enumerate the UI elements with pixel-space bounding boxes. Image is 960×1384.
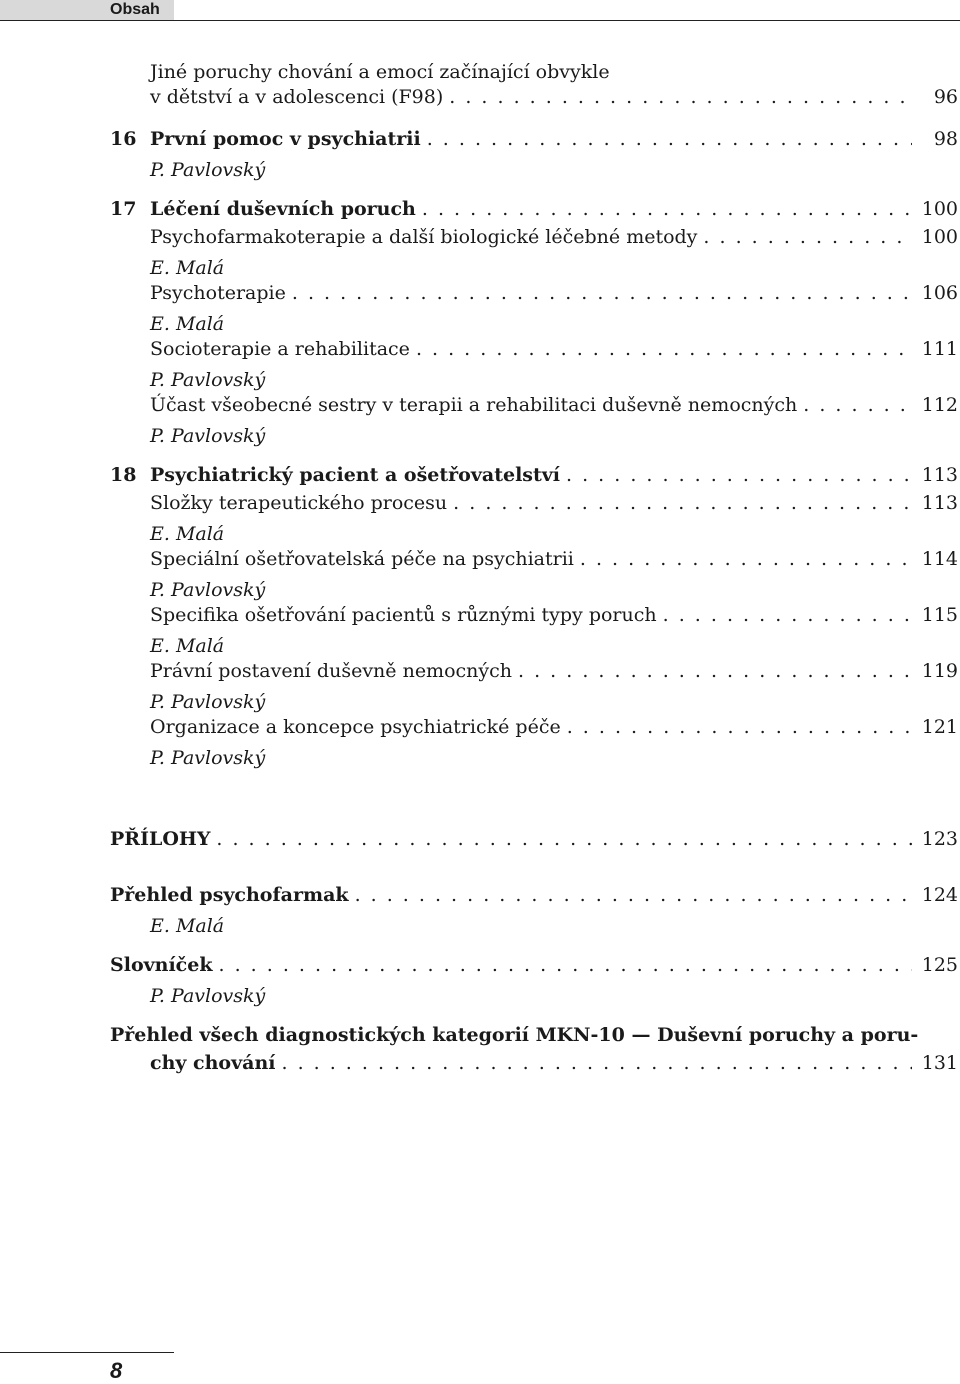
toc-entry[interactable]: [110, 86, 958, 114]
toc-entry[interactable]: [110, 492, 958, 520]
appendix-entry-line1[interactable]: [110, 1024, 958, 1052]
appendix-entry[interactable]: [110, 828, 958, 856]
chapter-number: 16: [110, 128, 137, 150]
page-footer-number: 8: [110, 1358, 123, 1383]
author: P. Pavlovský: [150, 425, 266, 447]
page-number: 119: [921, 660, 958, 682]
footer-rule: [0, 1352, 174, 1353]
toc-entry-title: Složky terapeutického procesu: [150, 492, 448, 514]
page-number: 111: [921, 338, 958, 360]
toc-entry-title: Speciální ošetřovatelská péče na psychiatrii: [150, 548, 574, 570]
toc-entry[interactable]: [110, 716, 958, 744]
chapter-title: Psychiatrický pacient a ošetřovatelství: [150, 464, 561, 486]
page-number: 124: [921, 884, 958, 906]
dot-leader: [453, 492, 912, 514]
chapter-number: 18: [110, 464, 137, 486]
toc-entry-title: Socioterapie a rehabilitace: [150, 338, 410, 360]
appendix-title: PŘÍLOHY: [110, 828, 211, 850]
page-number: 100: [921, 198, 958, 220]
dot-leader: [292, 282, 912, 304]
toc-entry[interactable]: [110, 338, 958, 366]
page-number: 125: [921, 954, 958, 976]
author: P. Pavlovský: [150, 579, 266, 601]
dot-leader: [427, 128, 912, 150]
toc-entry[interactable]: [110, 226, 958, 254]
dot-leader: [566, 464, 912, 486]
appendix-title: Přehled všech diagnostických kategorií MKN-10 — Duševní poruchy a poru-: [110, 1024, 919, 1046]
dot-leader: [216, 828, 912, 850]
toc-entry-title: Účast všeobecné sestry v terapii a rehabilitaci duševně nemocných: [150, 394, 798, 416]
toc-entry[interactable]: [110, 394, 958, 422]
page-number: 113: [921, 464, 958, 486]
author: E. Malá: [150, 313, 225, 335]
chapter-entry[interactable]: [110, 198, 958, 226]
page-number: 106: [921, 282, 958, 304]
dot-leader: [518, 660, 912, 682]
appendix-entry[interactable]: [110, 1052, 958, 1080]
toc-entry[interactable]: [110, 604, 958, 632]
author: P. Pavlovský: [150, 691, 266, 713]
toc-entry-title[interactable]: Jiné poruchy chování a emocí začínající obvykle: [150, 61, 610, 83]
dot-leader: [567, 716, 912, 738]
appendix-entry[interactable]: [110, 954, 958, 982]
page-number: 123: [921, 828, 958, 850]
toc-entry-title: Psychoterapie: [150, 282, 286, 304]
author: E. Malá: [150, 635, 225, 657]
dot-leader: [580, 548, 912, 570]
author: E. Malá: [150, 523, 225, 545]
author: P. Pavlovský: [150, 369, 266, 391]
author: E. Malá: [150, 915, 225, 937]
toc-entry-title: Organizace a koncepce psychiatrické péče: [150, 716, 561, 738]
page-number: 98: [933, 128, 958, 150]
chapter-title: První pomoc v psychiatrii: [150, 128, 421, 150]
appendix-title: chy chování: [150, 1052, 276, 1074]
toc-entry-title: Právní postavení duševně nemocných: [150, 660, 513, 682]
dot-leader: [449, 86, 912, 108]
page-number: 121: [921, 716, 958, 738]
page-number: 114: [921, 548, 958, 570]
chapter-entry[interactable]: [110, 128, 958, 156]
page-number: 100: [921, 226, 958, 248]
dot-leader: [416, 338, 912, 360]
header-rule: [0, 20, 960, 21]
author: P. Pavlovský: [150, 159, 266, 181]
dot-leader: [703, 226, 912, 248]
toc-entry-title: Psychofarmakoterapie a další biologické léčebné metody: [150, 226, 698, 248]
chapter-entry[interactable]: [110, 464, 958, 492]
toc-entry-title: v dětství a v adolescenci (F98): [150, 86, 444, 108]
toc-entry[interactable]: [110, 548, 958, 576]
author: P. Pavlovský: [150, 747, 266, 769]
chapter-title: Léčení duševních poruch: [150, 198, 416, 220]
toc-entry[interactable]: [110, 660, 958, 688]
table-of-contents: [110, 58, 958, 1080]
section-label: Obsah: [0, 0, 174, 20]
author: E. Malá: [150, 257, 225, 279]
appendix-title: Přehled psychofarmak: [110, 884, 349, 906]
toc-entry[interactable]: [110, 282, 958, 310]
page-number: 112: [921, 394, 958, 416]
chapter-number: 17: [110, 198, 137, 220]
page-number: 96: [933, 86, 958, 108]
dot-leader: [355, 884, 912, 906]
page-number: 113: [921, 492, 958, 514]
page-number: 115: [921, 604, 958, 626]
page-number: 131: [921, 1052, 958, 1074]
author: P. Pavlovský: [150, 985, 266, 1007]
dot-leader: [422, 198, 912, 220]
toc-entry-title: Specifika ošetřování pacientů s různými typy poruch: [150, 604, 657, 626]
dot-leader: [281, 1052, 912, 1074]
appendix-title: Slovníček: [110, 954, 213, 976]
dot-leader: [663, 604, 912, 626]
dot-leader: [219, 954, 912, 976]
appendix-entry[interactable]: [110, 884, 958, 912]
dot-leader: [803, 394, 912, 416]
